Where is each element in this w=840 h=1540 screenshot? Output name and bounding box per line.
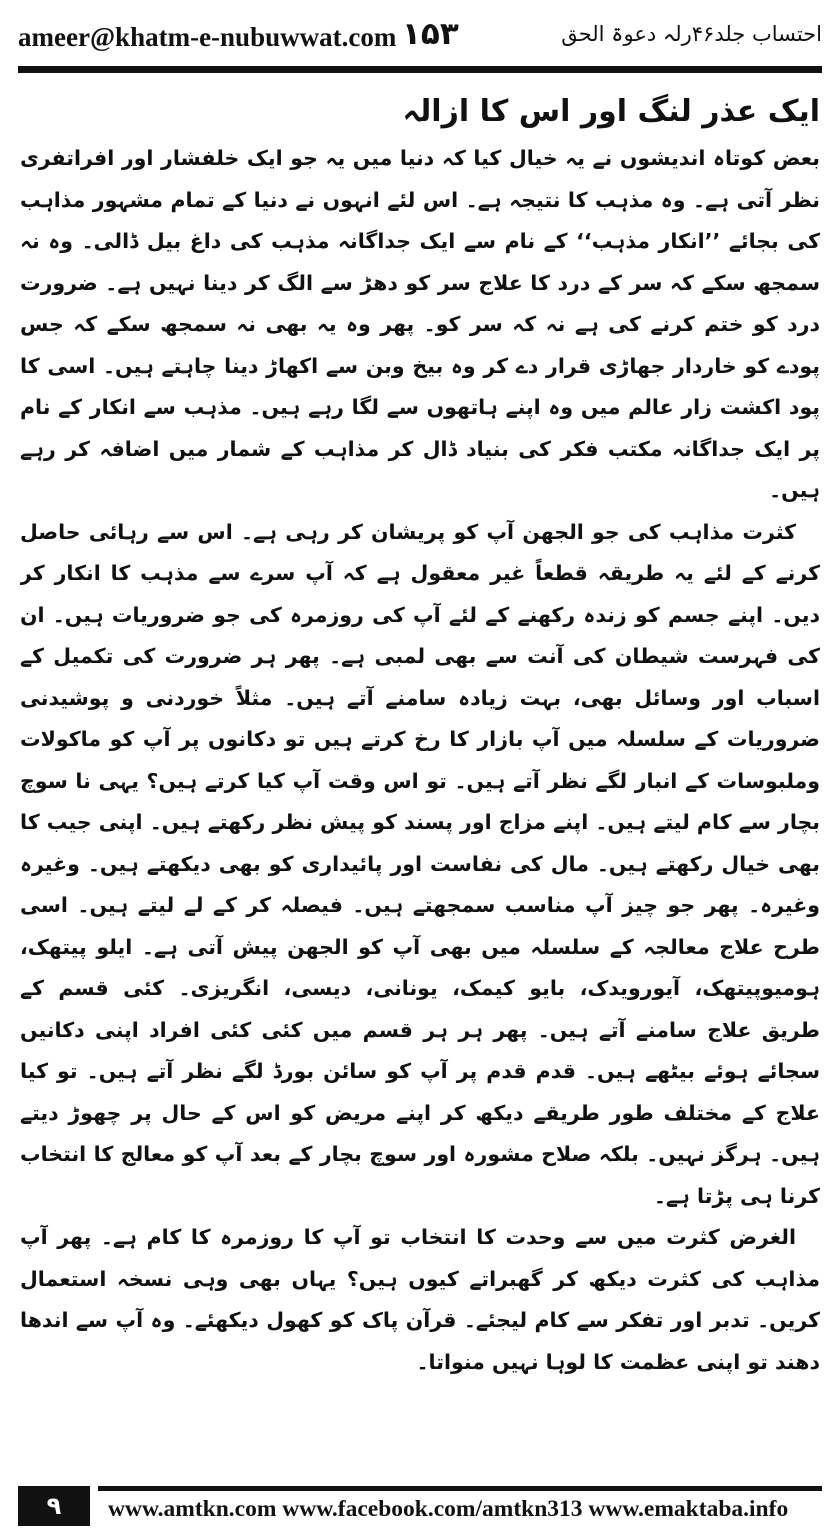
- header-page-number: ۱۵۳: [402, 16, 459, 52]
- page-content: [20, 82, 820, 1462]
- footer-rule: [98, 1486, 822, 1491]
- page-footer: [18, 1482, 822, 1532]
- header-running-title: احتساب جلد۴۶رلہ دعوۃ الحق: [561, 22, 822, 46]
- footer-urls: www.amtkn.com www.facebook.com/amtkn313 www.emaktaba.info: [108, 1496, 789, 1522]
- paragraph-1: بعض کوتاہ اندیشوں نے یہ خیال کیا کہ دنیا میں یہ جو ایک خلفشار اور افراتفری نظر آتی ہے۔ وہ مذہب کا نتیجہ ہے۔ اس لئے انہوں نے دنیا کے تمام مشہور مذاہب کی بجائے ’’انکار مذہب‘‘ کے نام سے ایک جداگانہ مذہب کی داغ بیل ڈالی۔ وہ نہ سمجھ سکے کہ سر کے درد کا علاج سر کو دھڑ سے الگ کر دینا نہیں ہے۔ ضرورت درد کو ختم کرنے کی ہے نہ کہ سر کو۔ پھر وہ یہ بھی نہ سمجھ سکے کہ جس پودے کو خاردار جھاڑی قرار دے کر وہ بیخ وبن سے اکھاڑ دینا چاہتے ہیں۔ اسی کا پود اکشت زار عالم میں وہ اپنے ہاتھوں سے لگا رہے ہیں۔ مذہب سے انکار کے نام پر ایک جداگانہ مکتب فکر کی بنیاد ڈال کر مذاہب کے شمار میں اضافہ کر رہے ہیں۔: [20, 146, 820, 502]
- footer-page-number: ۹: [18, 1486, 90, 1526]
- section-heading: ایک عذر لنگ اور اس کا ازالہ: [402, 94, 820, 129]
- paragraph-3: الغرض کثرت میں سے وحدت کا انتخاب تو آپ کا روزمرہ کا کام ہے۔ پھر آپ مذاہب کی کثرت دیکھ کر گھبراتے کیوں ہیں؟ یہاں بھی وہی نسخہ استعمال کریں۔ تدبر اور تفکر سے کام لیجئے۔ قرآن پاک کو کھول دیکھئے۔ وہ آپ سے اندھا دھند تو اپنی عظمت کا لوہا نہیں منواتا۔: [20, 1225, 820, 1374]
- header-email: ameer@khatm-e-nubuwwat.com: [18, 22, 397, 52]
- header-rule: [18, 66, 822, 73]
- paragraph-2: کثرت مذاہب کی جو الجھن آپ کو پریشان کر رہی ہے۔ اس سے رہائی حاصل کرنے کے لئے یہ طریقہ قطعاً غیر معقول ہے کہ آپ سرے سے مذہب کا انکار کر دیں۔ اپنے جسم کو زندہ رکھنے کے لئے آپ کی روزمرہ کی جو ضروریات ہیں۔ ان کی فہرست شیطان کی آنت سے بھی لمبی ہے۔ پھر ہر ضرورت کی تکمیل کے اسباب اور وسائل بھی، بہت زیادہ سامنے آتے ہیں۔ مثلاً خوردنی و پوشیدنی ضروریات کے سلسلہ میں آپ بازار کا رخ کرتے ہیں تو دکانوں پر آپ کو ماکولات وملبوسات کے انبار لگے نظر آتے ہیں۔ تو اس وقت آپ کیا کرتے ہیں؟ یہی نا سوچ بچار سے کام لیتے ہیں۔ اپنے مزاج اور پسند کو پیش نظر رکھتے ہیں۔ اپنی جیب کا بھی خیال رکھتے ہیں۔ مال کی نفاست اور پائیداری کو بھی دیکھتے ہیں۔ وغیرہ وغیرہ۔ پھر جو چیز آپ مناسب سمجھتے ہیں۔ فیصلہ کر کے لے لیتے ہیں۔ اسی طرح علاج معالجہ کے سلسلہ میں بھی آپ کو الجھن پیش آتی ہے۔ ایلو پیتھک، ہومیوپیتھک، آیورویدک، بایو کیمک، یونانی، دیسی، انگریزی۔ کئی قسم کے طریق علاج سامنے آتے ہیں۔ پھر ہر ہر قسم میں کئی کئی افراد اپنی دکانیں سجائے ہوئے بیٹھے ہیں۔ قدم قدم پر آپ کو سائن بورڈ لگے نظر آتے ہیں۔ تو کیا علاج کے مختلف طور طریقے دیکھ کر اپنے مریض کو اس کے حال پر چھوڑ دیتے ہیں۔ ہرگز نہیں۔ بلکہ صلاح مشورہ اور سوچ بچار کے بعد آپ کو معالج کا انتخاب کرنا ہی پڑتا ہے۔: [20, 519, 820, 1208]
- page-header: [18, 14, 822, 66]
